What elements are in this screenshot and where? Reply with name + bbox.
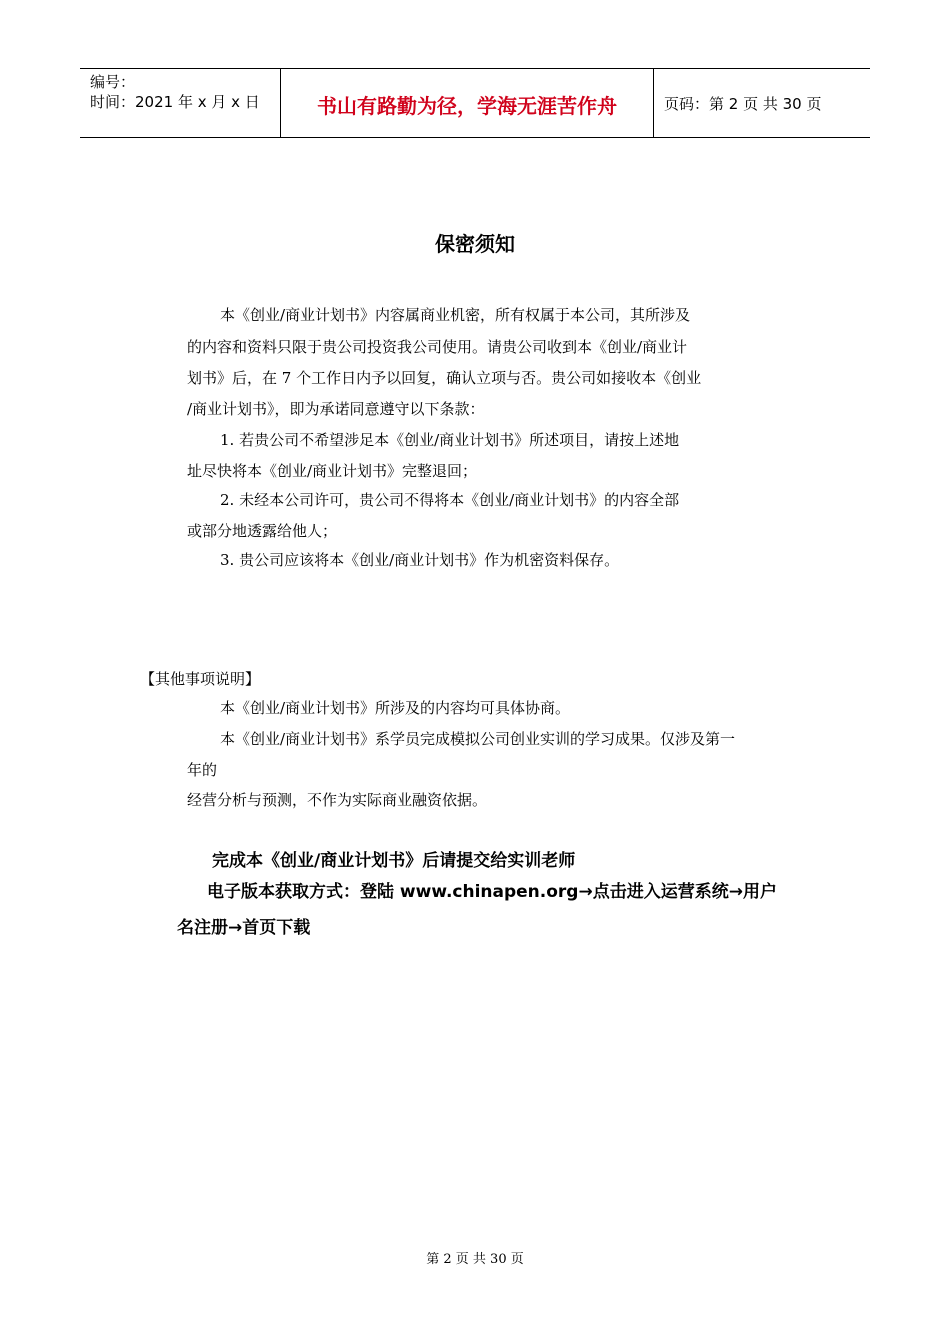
list-item: 2. 未经本公司许可，贵公司不得将本《创业/商业计划书》的内容全部 bbox=[220, 491, 680, 509]
text-line: 的内容和资料只限于贵公司投资我公司使用。请贵公司收到本《创业/商业计 bbox=[187, 338, 688, 356]
list-item: 3. 贵公司应该将本《创业/商业计划书》作为机密资料保存。 bbox=[220, 551, 620, 569]
document-number-label: 编号： bbox=[90, 73, 136, 91]
page-header bbox=[80, 68, 870, 138]
text-line: 划书》后，在 7 个工作日内予以回复，确认立项与否。贵公司如接收本《创业 bbox=[187, 369, 702, 387]
list-item: 1. 若贵公司不希望涉足本《创业/商业计划书》所述项目，请按上述地 bbox=[220, 431, 680, 449]
text-line: 本《创业/商业计划书》系学员完成模拟公司创业实训的学习成果。仅涉及第一 bbox=[220, 730, 736, 748]
text-line: /商业计划书》，即为承诺同意遵守以下条款： bbox=[187, 400, 485, 418]
section-heading: 【其他事项说明】 bbox=[140, 670, 261, 688]
document-date: 时间：2021 年 x 月 x 日 bbox=[90, 93, 260, 111]
text-line: 本《创业/商业计划书》内容属商业机密，所有权属于本公司，其所涉及 bbox=[220, 306, 691, 324]
text-line: 经营分析与预测，不作为实际商业融资依据。 bbox=[187, 791, 488, 809]
text-line: 或部分地透露给他人； bbox=[187, 522, 338, 540]
page-footer: 第 2 页 共 30 页 bbox=[426, 1252, 524, 1267]
text-line: 本《创业/商业计划书》所涉及的内容均可具体协商。 bbox=[220, 699, 571, 717]
text-line: 年的 bbox=[187, 761, 218, 779]
header-motto: 书山有路勤为径，学海无涯苦作舟 bbox=[281, 69, 654, 137]
header-meta bbox=[80, 69, 281, 137]
text-line: 址尽快将本《创业/商业计划书》完整退回； bbox=[187, 462, 478, 480]
download-instruction-line: 电子版本获取方式：登陆 www.chinapen.org→点击进入运营系统→用户 bbox=[207, 882, 777, 902]
submit-instruction: 完成本《创业/商业计划书》后请提交给实训老师 bbox=[212, 851, 576, 871]
download-instruction-line: 名注册→首页下载 bbox=[177, 918, 311, 938]
page-title: 保密须知 bbox=[435, 232, 515, 256]
header-page-info: 页码：第 2 页 共 30 页 bbox=[664, 94, 822, 113]
